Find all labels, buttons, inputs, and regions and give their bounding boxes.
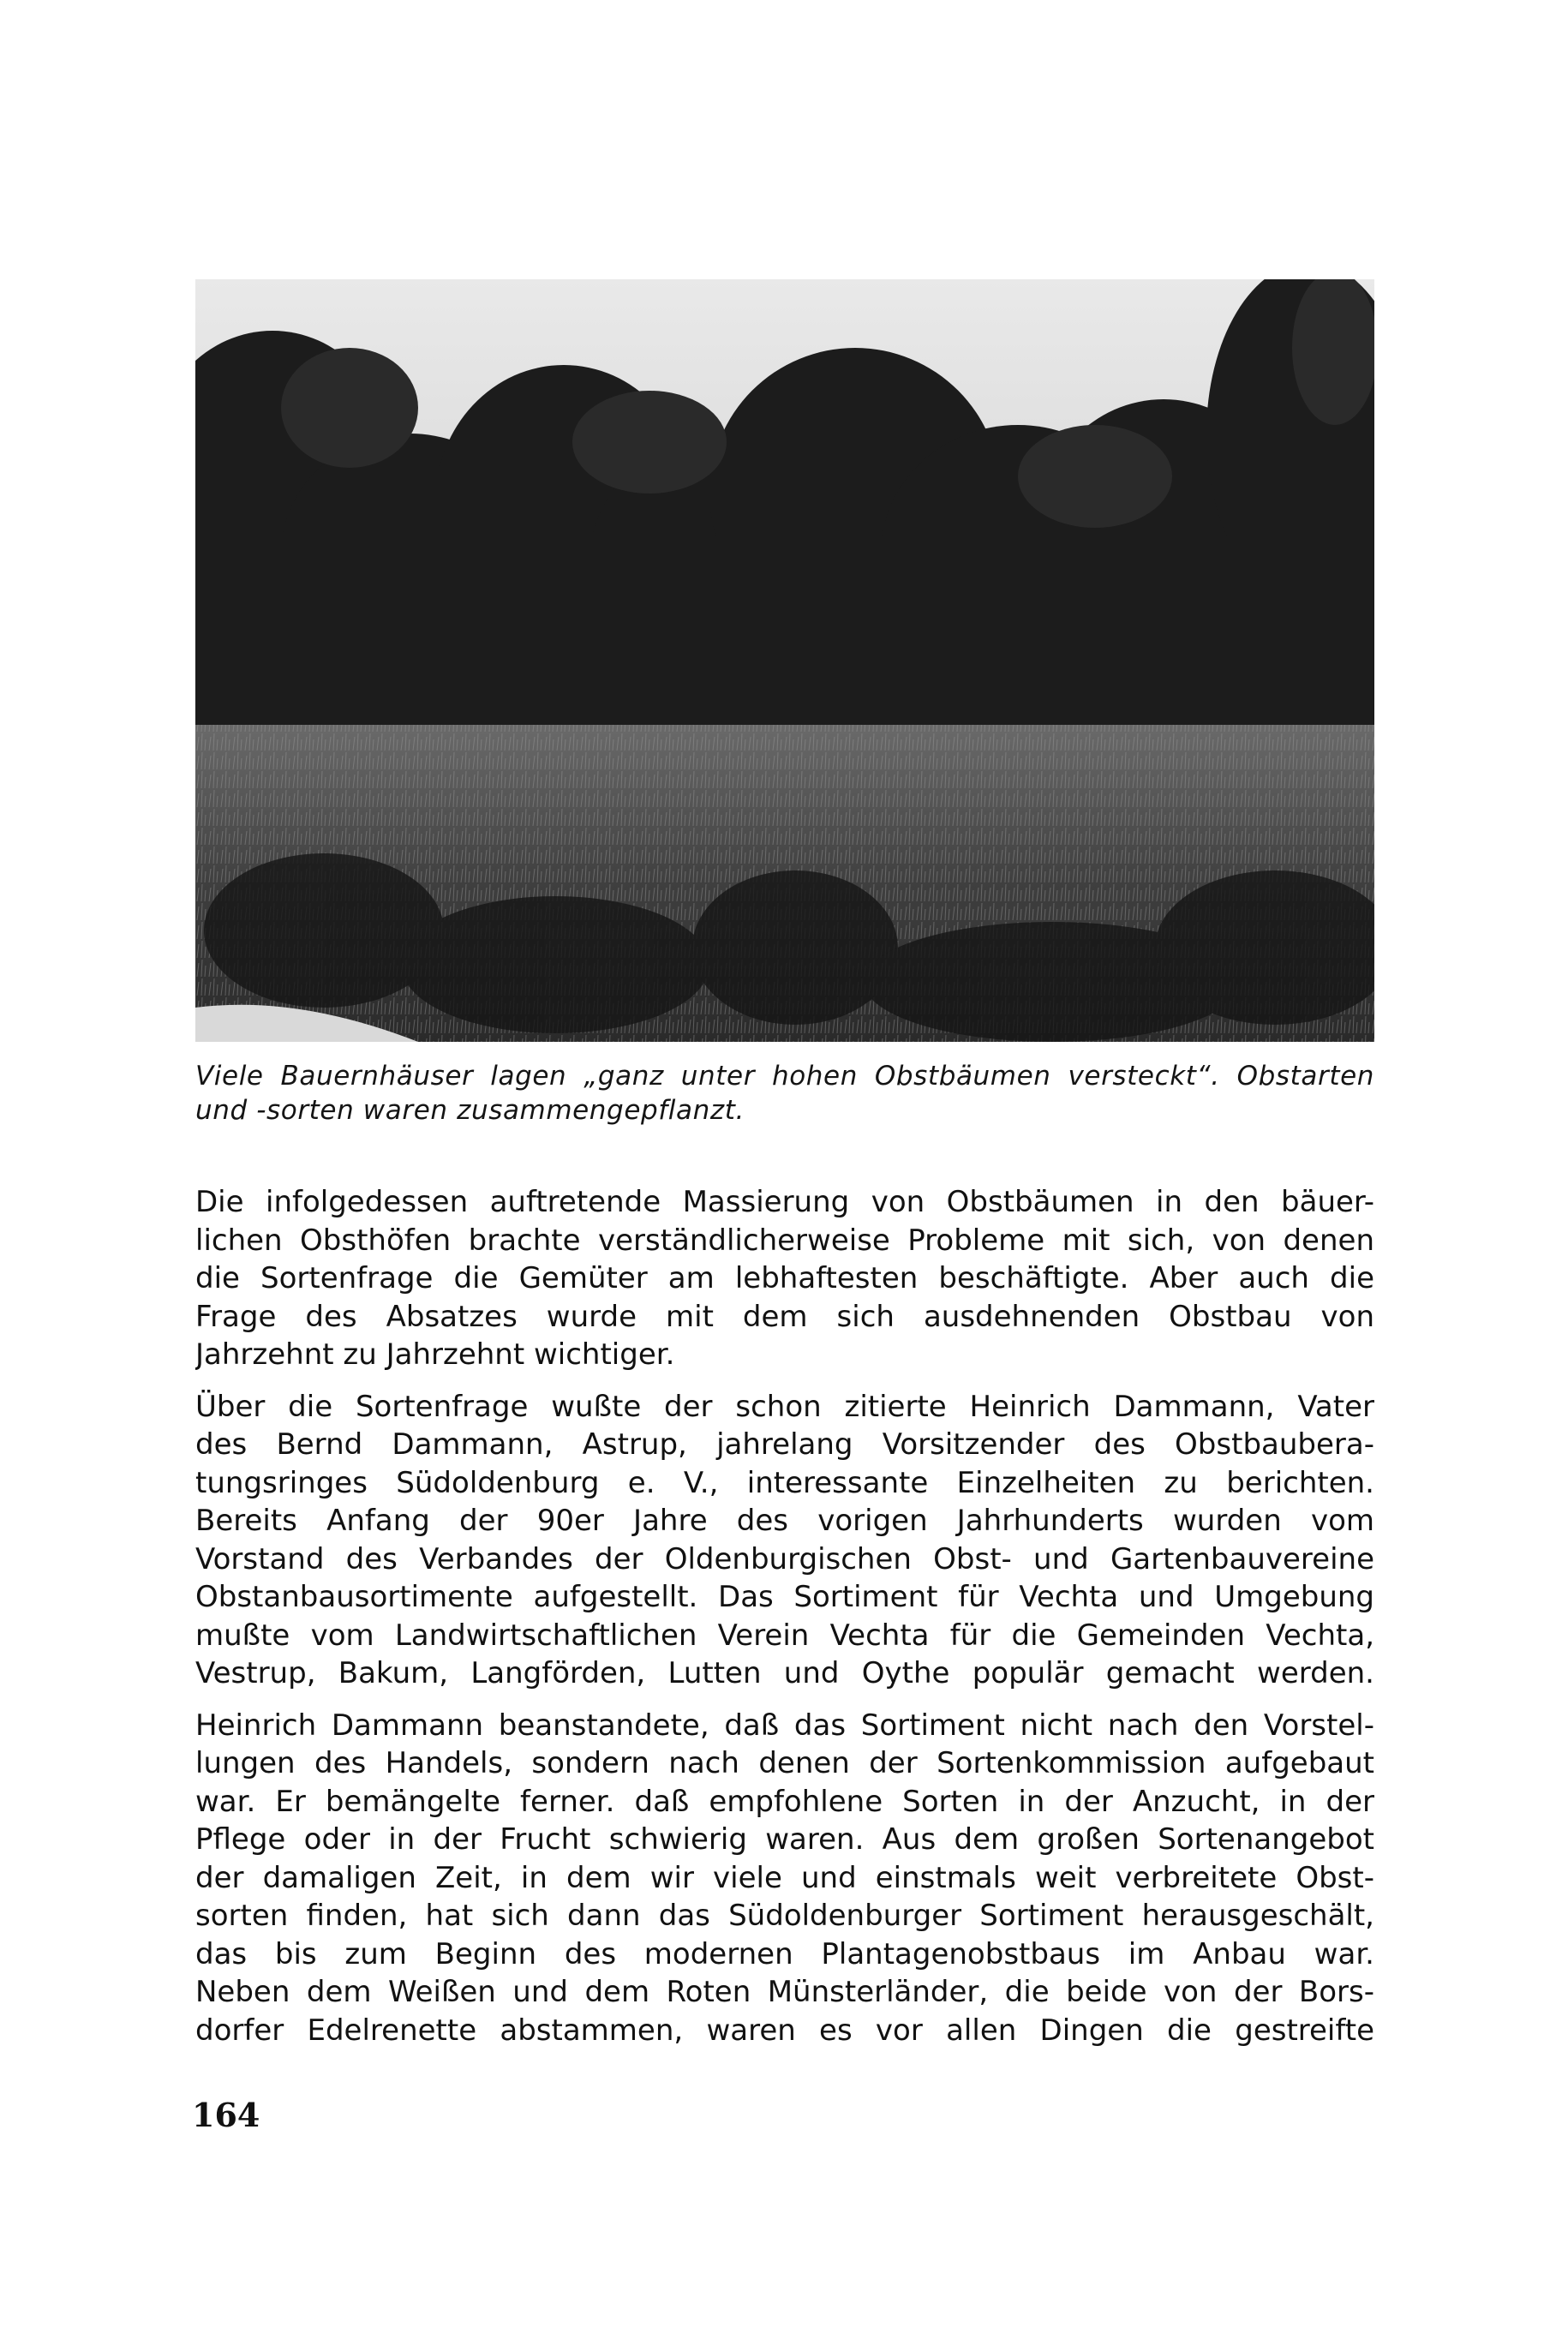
text-line: das bis zum Beginn des modernen Plantagenobstbaus im Anbau war. bbox=[195, 1936, 1374, 1971]
text-line: der damaligen Zeit, in dem wir viele und einstmals weit verbreitete Obst- bbox=[195, 1860, 1374, 1895]
farmhouse-orchard-photo bbox=[195, 279, 1374, 1042]
text-line: Obstanbausortimente aufgestellt. Das Sortiment für Vechta und Umgebung bbox=[195, 1580, 1374, 1614]
paragraph bbox=[195, 1707, 1374, 2050]
text-line: Heinrich Dammann beanstandete, daß das Sortiment nicht nach den Vorstel- bbox=[195, 1708, 1374, 1743]
text-line: Die infolgedessen auftretende Massierung von Obstbäumen in den bäuer- bbox=[195, 1185, 1374, 1219]
caption-line: Viele Bauernhäuser lagen „ganz unter hohen Obstbäumen versteckt“. Obstarten bbox=[195, 1061, 1374, 1092]
page-number: 164 bbox=[192, 2096, 260, 2134]
text-line: Bereits Anfang der 90er Jahre des vorigen Jahrhunderts wurden vom bbox=[195, 1504, 1374, 1538]
text-line: lichen Obsthöfen brachte verständlicherweise Probleme mit sich, von denen bbox=[195, 1223, 1374, 1258]
paragraph bbox=[195, 1183, 1374, 1374]
text-line: tungsringes Südoldenburg e. V., interessante Einzelheiten zu berichten. bbox=[195, 1465, 1374, 1500]
text-line: Frage des Absatzes wurde mit dem sich ausdehnenden Obstbau von bbox=[195, 1299, 1374, 1334]
caption-line: und -sorten waren zusammengepflanzt. bbox=[195, 1095, 745, 1126]
text-line: des Bernd Dammann, Astrup, jahrelang Vorsitzender des Obstbaubera- bbox=[195, 1427, 1374, 1462]
text-line: lungen des Handels, sondern nach denen der Sortenkommission aufgebaut bbox=[195, 1746, 1374, 1780]
text-line: Neben dem Weißen und dem Roten Münsterländer, die beide von der Bors- bbox=[195, 1975, 1374, 2009]
text-line: mußte vom Landwirtschaftlichen Verein Vechta für die Gemeinden Vechta, bbox=[195, 1618, 1374, 1653]
text-line: war. Er bemängelte ferner. daß empfohlene Sorten in der Anzucht, in der bbox=[195, 1784, 1374, 1819]
text-line: dorfer Edelrenette abstammen, waren es vor allen Dingen die gestreifte bbox=[195, 2013, 1374, 2048]
text-line: Vestrup, Bakum, Langförden, Lutten und Oythe populär gemacht werden. bbox=[195, 1656, 1374, 1690]
text-line: Über die Sortenfrage wußte der schon zitierte Heinrich Dammann, Vater bbox=[195, 1389, 1374, 1424]
body-text bbox=[195, 1183, 1374, 2063]
paragraph bbox=[195, 1388, 1374, 1693]
text-line: Vorstand des Verbandes der Oldenburgischen Obst- und Gartenbauvereine bbox=[195, 1541, 1374, 1576]
figure-caption bbox=[195, 1059, 1374, 1128]
text-line: die Sortenfrage die Gemüter am lebhaftesten beschäftigte. Aber auch die bbox=[195, 1261, 1374, 1295]
text-line: sorten finden, hat sich dann das Südoldenburger Sortiment herausgeschält, bbox=[195, 1899, 1374, 1933]
photo-illustration bbox=[195, 279, 1374, 1042]
text-line: Pflege oder in der Frucht schwierig waren. Aus dem großen Sortenangebot bbox=[195, 1822, 1374, 1857]
text-line: Jahrzehnt zu Jahrzehnt wichtiger. bbox=[195, 1337, 675, 1372]
